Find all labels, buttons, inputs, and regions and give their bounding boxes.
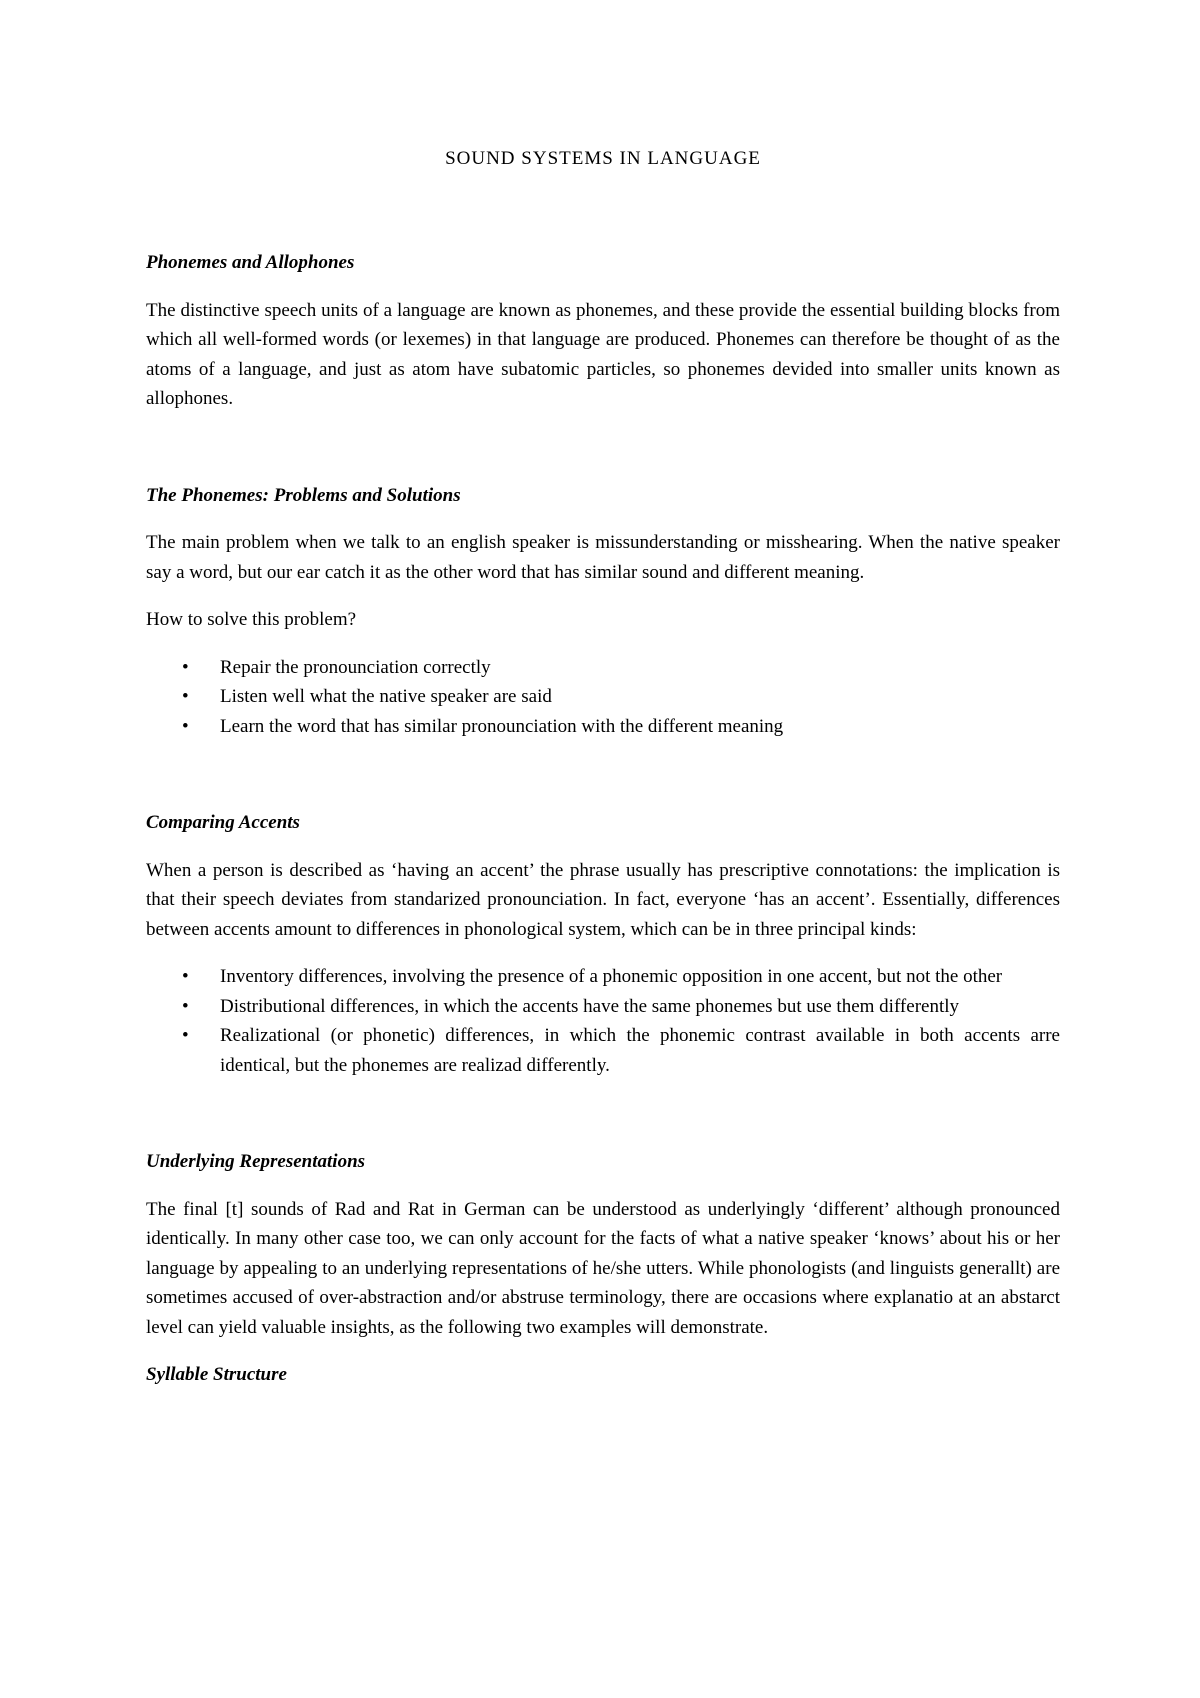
list-item: • Repair the pronounciation correctly — [146, 653, 1060, 683]
bullet-icon: • — [182, 995, 189, 1017]
paragraph-phonemes: The distinctive speech units of a language are known as phonemes, and these provide the essential building blocks from which all well-formed words (or lexemes) in that language are produced. Phonemes can therefore be thought of as the atoms of a language, and just as atom have subatomic particles, so phonemes devided into smaller units known as allophones. — [146, 299, 1060, 409]
accent-differences-list — [146, 962, 1060, 1080]
heading-problems-solutions: The Phonemes: Problems and Solutions — [146, 484, 461, 506]
heading-underlying-representations: Underlying Representations — [146, 1151, 366, 1172]
heading-comparing-accents: Comparing Accents — [146, 812, 300, 833]
paragraph-accents: When a person is described as ‘having an accent’ the phrase usually has prescriptive connotations: the implication is that their speech deviates from standarized pronounciation. In fact, everyone ‘has an accent’. Essentially, differences between accents amount to differences in phonological system, which can be in three principal kinds: — [146, 859, 1060, 940]
list-item: • Listen well what the native speaker are said — [146, 682, 1060, 712]
paragraph-problems: The main problem when we talk to an english speaker is missunderstanding or misshearing. When the native speaker say a word, but our ear catch it as the other word that has similar sound and different meaning. — [146, 532, 1060, 583]
bullet-icon: • — [182, 715, 189, 737]
document-content — [146, 144, 1060, 1390]
list-item: • Inventory differences, involving the presence of a phonemic opposition in one accent, but not the other — [146, 962, 1060, 992]
paragraph-underlying: The final [t] sounds of Rad and Rat in German can be understood as underlyingly ‘different’ although pronounced identically. In many other case too, we can only account for the facts of what a native speaker ‘knows’ about his or her language by appealing to an underlying representations of he/she utters. While phonologists (and linguists generallt) are sometimes accused of over-abstraction and/or abstruse terminology, there are occasions where explanatio at an abstarct level can yield valuable insights, as the following two examples will demonstrate. — [146, 1198, 1060, 1338]
list-item: • Learn the word that has similar pronounciation with the different meaning — [146, 712, 1060, 742]
heading-phonemes-allophones: Phonemes and Allophones — [146, 252, 355, 273]
solutions-list — [146, 653, 1060, 742]
question-text: How to solve this problem? — [146, 609, 357, 630]
list-item: • Realizational (or phonetic) differences, in which the phonemic contrast available in both accents arre identical, but the phonemes are realizad differently. — [146, 1021, 1060, 1080]
bullet-icon: • — [182, 656, 189, 678]
heading-syllable-structure: Syllable Structure — [146, 1364, 287, 1385]
bullet-icon: • — [182, 1025, 189, 1046]
list-item: • Distributional differences, in which the accents have the same phonemes but use them differently — [146, 992, 1060, 1022]
bullet-icon: • — [182, 966, 189, 987]
bullet-icon: • — [182, 686, 189, 707]
document-title: SOUND SYSTEMS IN LANGUAGE — [445, 148, 761, 169]
